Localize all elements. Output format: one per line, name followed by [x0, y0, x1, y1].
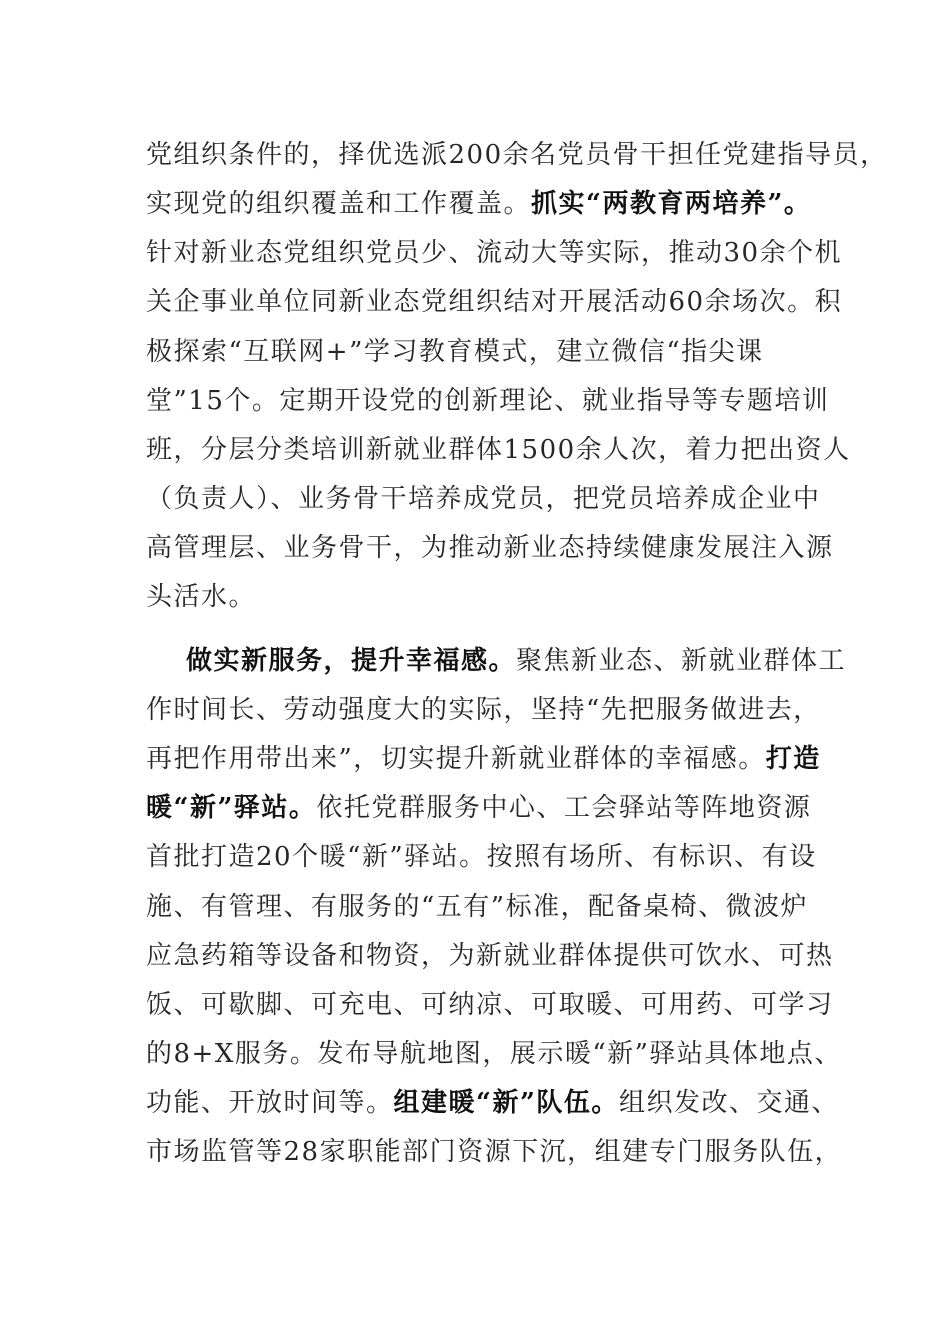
text-run: 施、有管理、有服务的“五有”标准，配备桌椅、微波炉	[146, 892, 809, 922]
text-run: 头活水。	[146, 582, 257, 612]
text-run: 聚焦新业态、新就业群体工	[516, 646, 847, 676]
text-run: 饭、可歇脚、可充电、可纳凉、可取暖、可用药、可学习	[146, 990, 834, 1020]
bold-heading: 组建暖“新”队伍。	[393, 1088, 619, 1118]
text-line	[146, 334, 836, 370]
text-line	[146, 692, 836, 728]
text-line	[146, 284, 843, 320]
text-run: （负责人）、业务骨干培养成党员，把党员培养成企业中	[146, 484, 821, 514]
text-run: 作时间长、劳动强度大的实际，坚持“先把服务做进去，	[146, 695, 821, 725]
text-run: 功能、开放时间等。	[146, 1088, 394, 1118]
text-line	[146, 938, 836, 974]
text-run: 关企事业单位同新业态党组织结对开展活动60余场次。积	[146, 287, 843, 317]
text-run: 再把作用带出来”，切实提升新就业群体的幸福感。	[146, 744, 766, 774]
text-line	[146, 741, 836, 777]
text-line	[146, 987, 836, 1023]
text-run: 首批打造20个暖“新”驿站。按照有场所、有标识、有设	[146, 842, 817, 872]
text-line	[146, 579, 836, 615]
text-run: 市场监管等28家职能部门资源下沉，组建专门服务队伍，	[146, 1137, 843, 1167]
bold-heading: 打造	[765, 744, 821, 774]
text-line	[146, 530, 836, 566]
text-line	[146, 383, 836, 419]
bold-heading: 抓实“两教育两培养”。	[531, 189, 812, 219]
text-run: 针对新业态党组织党员少、流动大等实际，推动30余个机	[146, 238, 843, 268]
text-run: 组织发改、交通、	[618, 1088, 839, 1118]
bold-heading: 暖“新”驿站。	[146, 793, 317, 823]
text-line	[146, 1036, 842, 1072]
text-line	[146, 790, 836, 826]
text-line	[146, 839, 836, 875]
text-line	[146, 432, 851, 468]
text-run: 极探索“互联网+”学习教育模式，建立微信“指尖课	[146, 337, 764, 367]
text-run: 党组织条件的，择优选派200余名党员骨干担任党建指导员，	[146, 140, 888, 170]
text-line	[146, 137, 888, 173]
text-run: 班，分层分类培训新就业群体1500余人次，着力把出资人	[146, 435, 851, 465]
text-line	[146, 186, 836, 222]
text-line	[186, 643, 876, 679]
text-line	[146, 1085, 839, 1121]
bold-heading: 做实新服务，提升幸福感。	[186, 646, 517, 676]
text-line	[146, 889, 836, 925]
text-run: 应急药箱等设备和物资，为新就业群体提供可饮水、可热	[146, 941, 834, 971]
text-run: 堂”15个。定期开设党的创新理论、就业指导等专题培训	[146, 386, 830, 416]
text-line	[146, 235, 843, 271]
text-run: 依托党群服务中心、工会驿站等阵地资源	[316, 793, 812, 823]
text-run: 实现党的组织覆盖和工作覆盖。	[146, 189, 532, 219]
text-run: 的8+X服务。发布导航地图，展示暖“新”驿站具体地点、	[146, 1039, 842, 1069]
text-line	[146, 481, 836, 517]
text-run: 高管理层、业务骨干，为推动新业态持续健康发展注入源	[146, 533, 834, 563]
text-line	[146, 1134, 843, 1170]
